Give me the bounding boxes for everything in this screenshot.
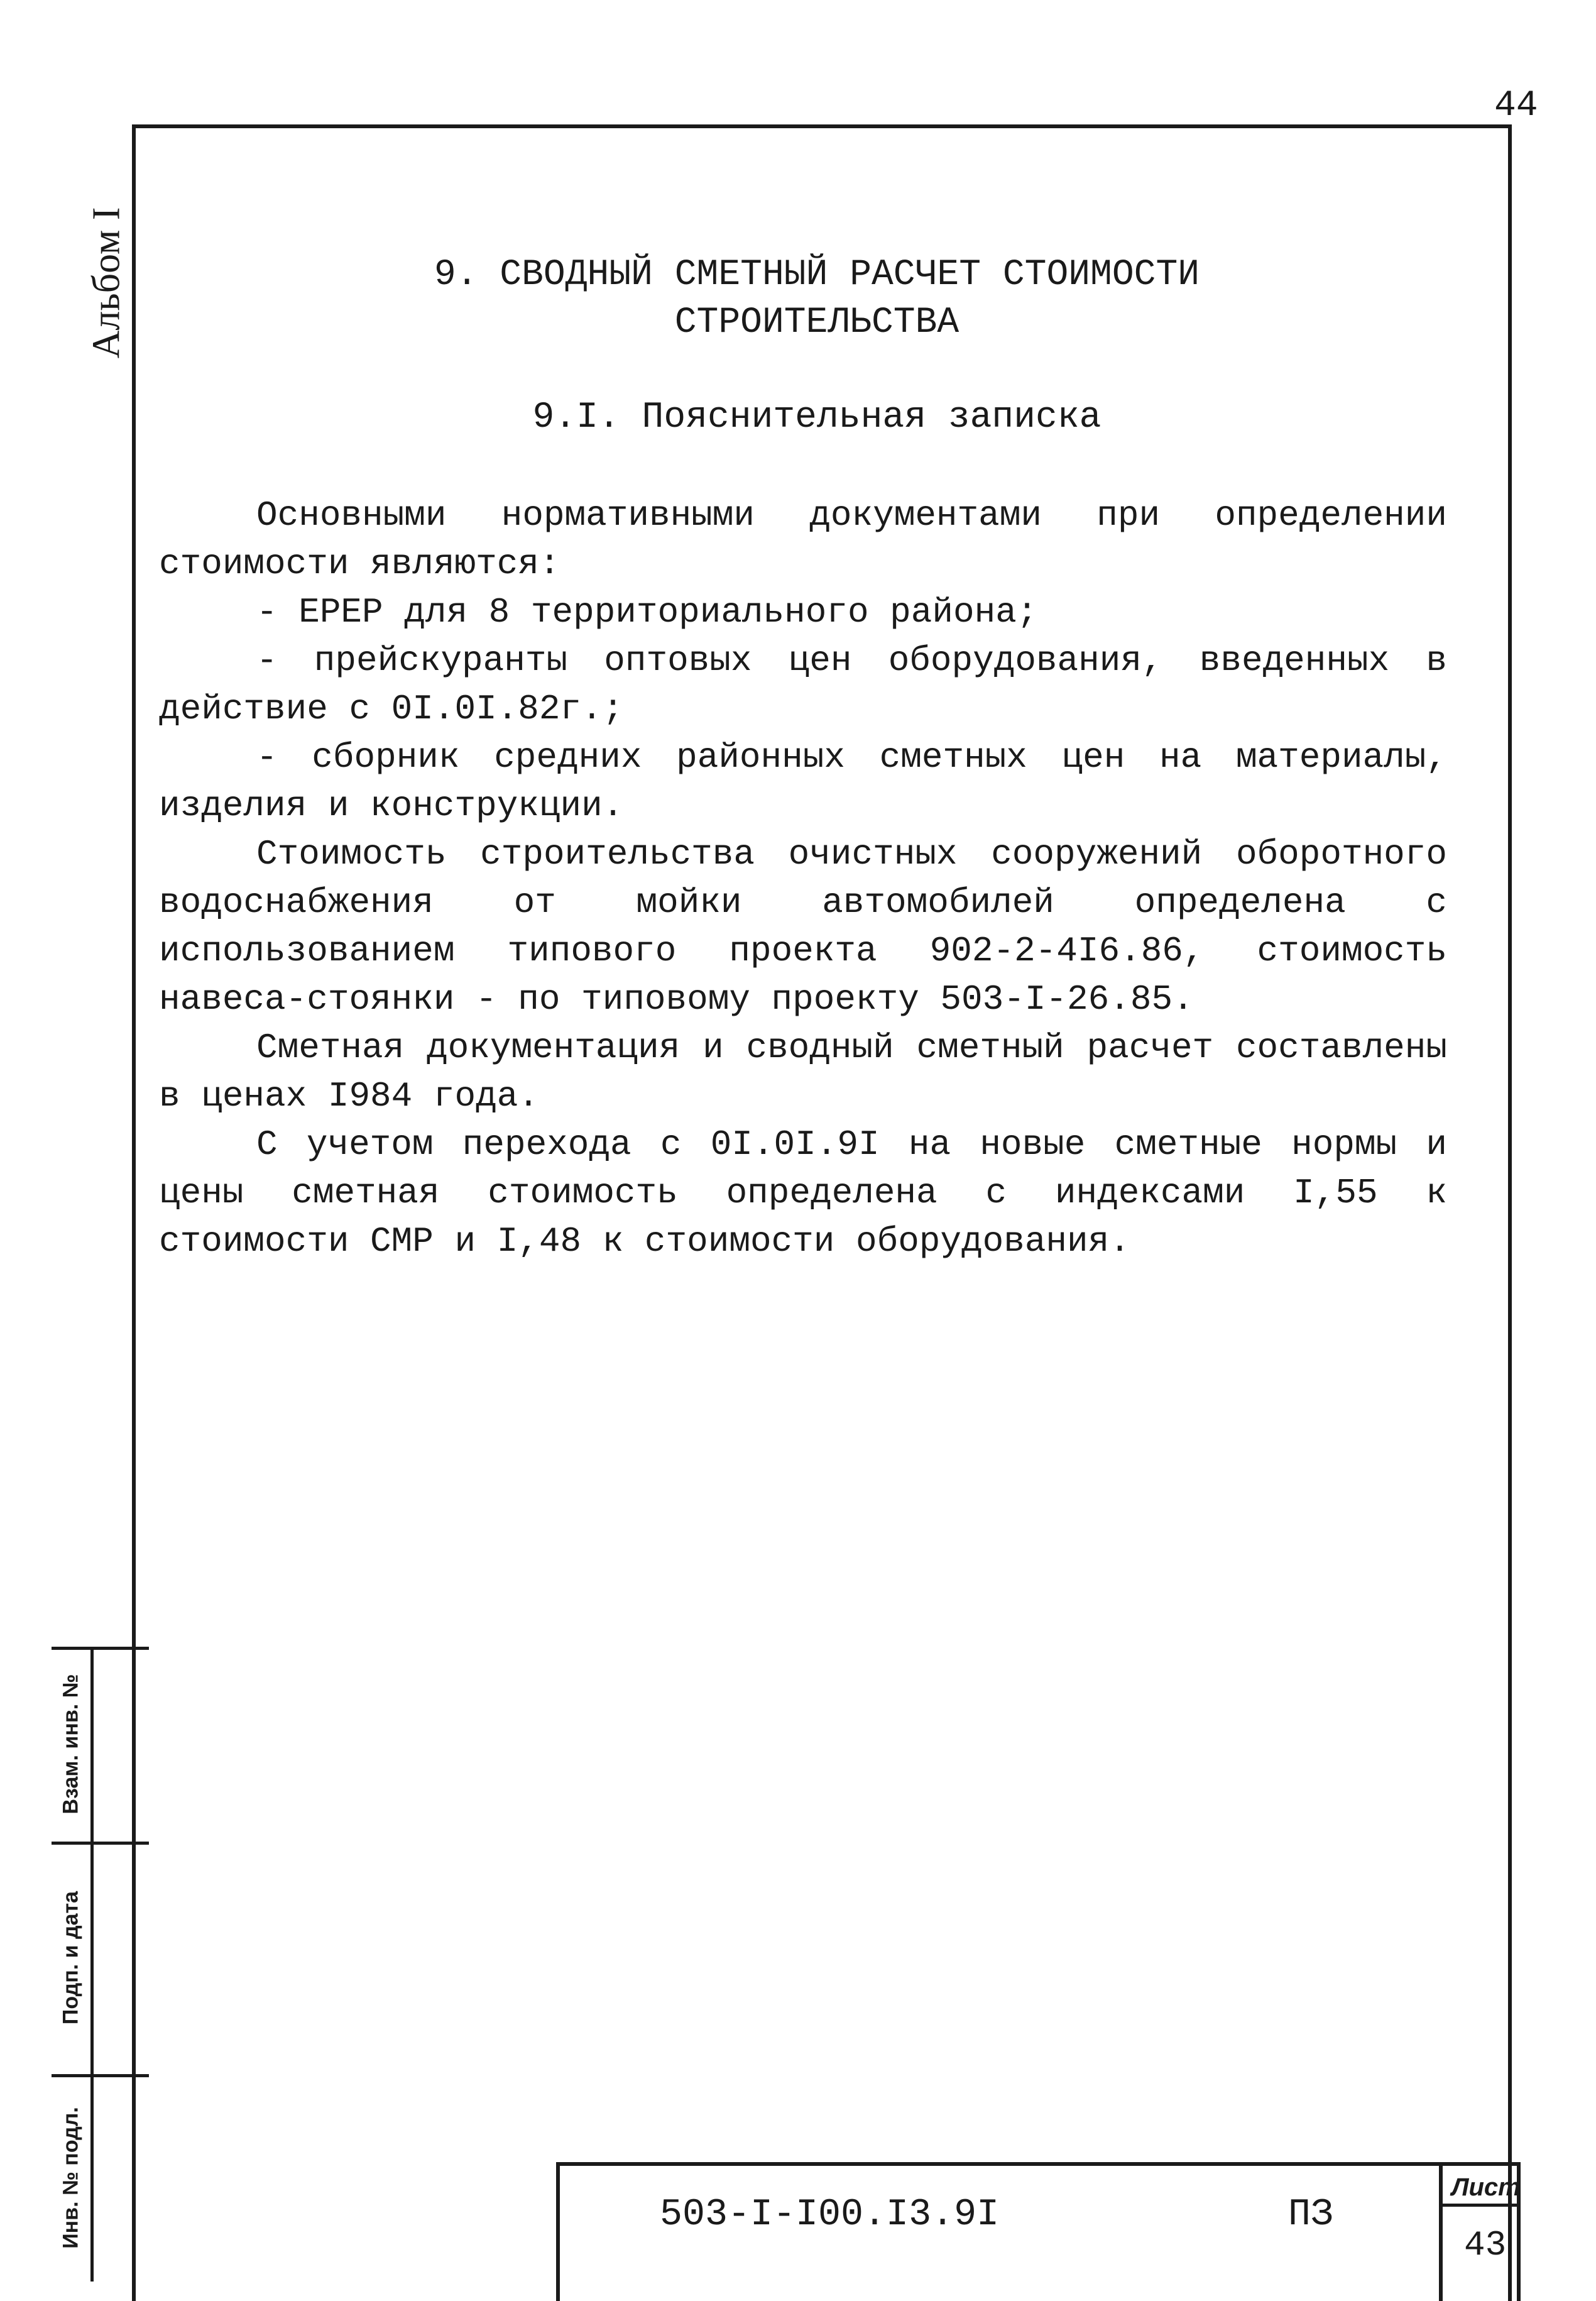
album-label — [75, 189, 138, 377]
subsection-title: 9.I. Пояснительная записка — [532, 397, 1101, 438]
stamp-podp-data-label: Подп. и дата — [58, 1891, 83, 2025]
sheet-label: Лист — [1451, 2173, 1521, 2201]
list-item: - ЕРЕР для 8 территориального района; — [256, 592, 1038, 632]
album-label-text: Альбом I — [85, 207, 128, 359]
paragraph: С учетом перехода с 0I.0I.9I на новые сметные нормы и цены сметная стоимость определена с индексами I,55 к стоимости СМР и I,48 к стоимости оборудования. — [159, 1124, 1447, 1261]
list-item: - сборник средних районных сметных цен на материалы, изделия и конструкции. — [159, 737, 1447, 826]
document-code: 503-I-I00.I3.9I — [660, 2194, 1000, 2236]
paragraph: Стоимость строительства очистных сооружений оборотного водоснабжения от мойки автомобилей определена с использованием типового проекта 902-2-4I6.86, стоимость навеса-стоянки - по типовому проекту 503-I-26.85. — [159, 834, 1447, 1019]
page-number: 44 — [1494, 85, 1538, 126]
list-item: - прейскуранты оптовых цен оборудования, введенных в действие с 0I.0I.82г.; — [159, 640, 1447, 729]
stamp-inv-podl — [52, 2074, 90, 2282]
stamp-vzam-inv-label: Взам. инв. № — [58, 1674, 83, 1815]
paragraph: Основными нормативными документами при определении стоимости являются: — [159, 495, 1447, 584]
sheet-number: 43 — [1464, 2225, 1507, 2265]
stamp-podp-data — [52, 1842, 90, 2074]
section-title-line1: 9. СВОДНЫЙ СМЕТНЫЙ РАСЧЕТ СТОИМОСТИ — [434, 255, 1200, 295]
explanatory-note-body — [159, 492, 1447, 1266]
section-title-line2: СТРОИТЕЛЬСТВА — [674, 302, 959, 343]
document-type: ПЗ — [1288, 2194, 1334, 2236]
side-stamp — [52, 1647, 149, 2282]
stamp-divider — [90, 1647, 94, 2282]
paragraph: Сметная документация и сводный сметный расчет составлены в ценах I984 года. — [159, 1028, 1447, 1116]
stamp-vzam-inv — [52, 1647, 90, 1842]
sheet-box-divider — [1443, 2204, 1521, 2207]
stamp-inv-podl-label: Инв. № подл. — [58, 2107, 83, 2249]
